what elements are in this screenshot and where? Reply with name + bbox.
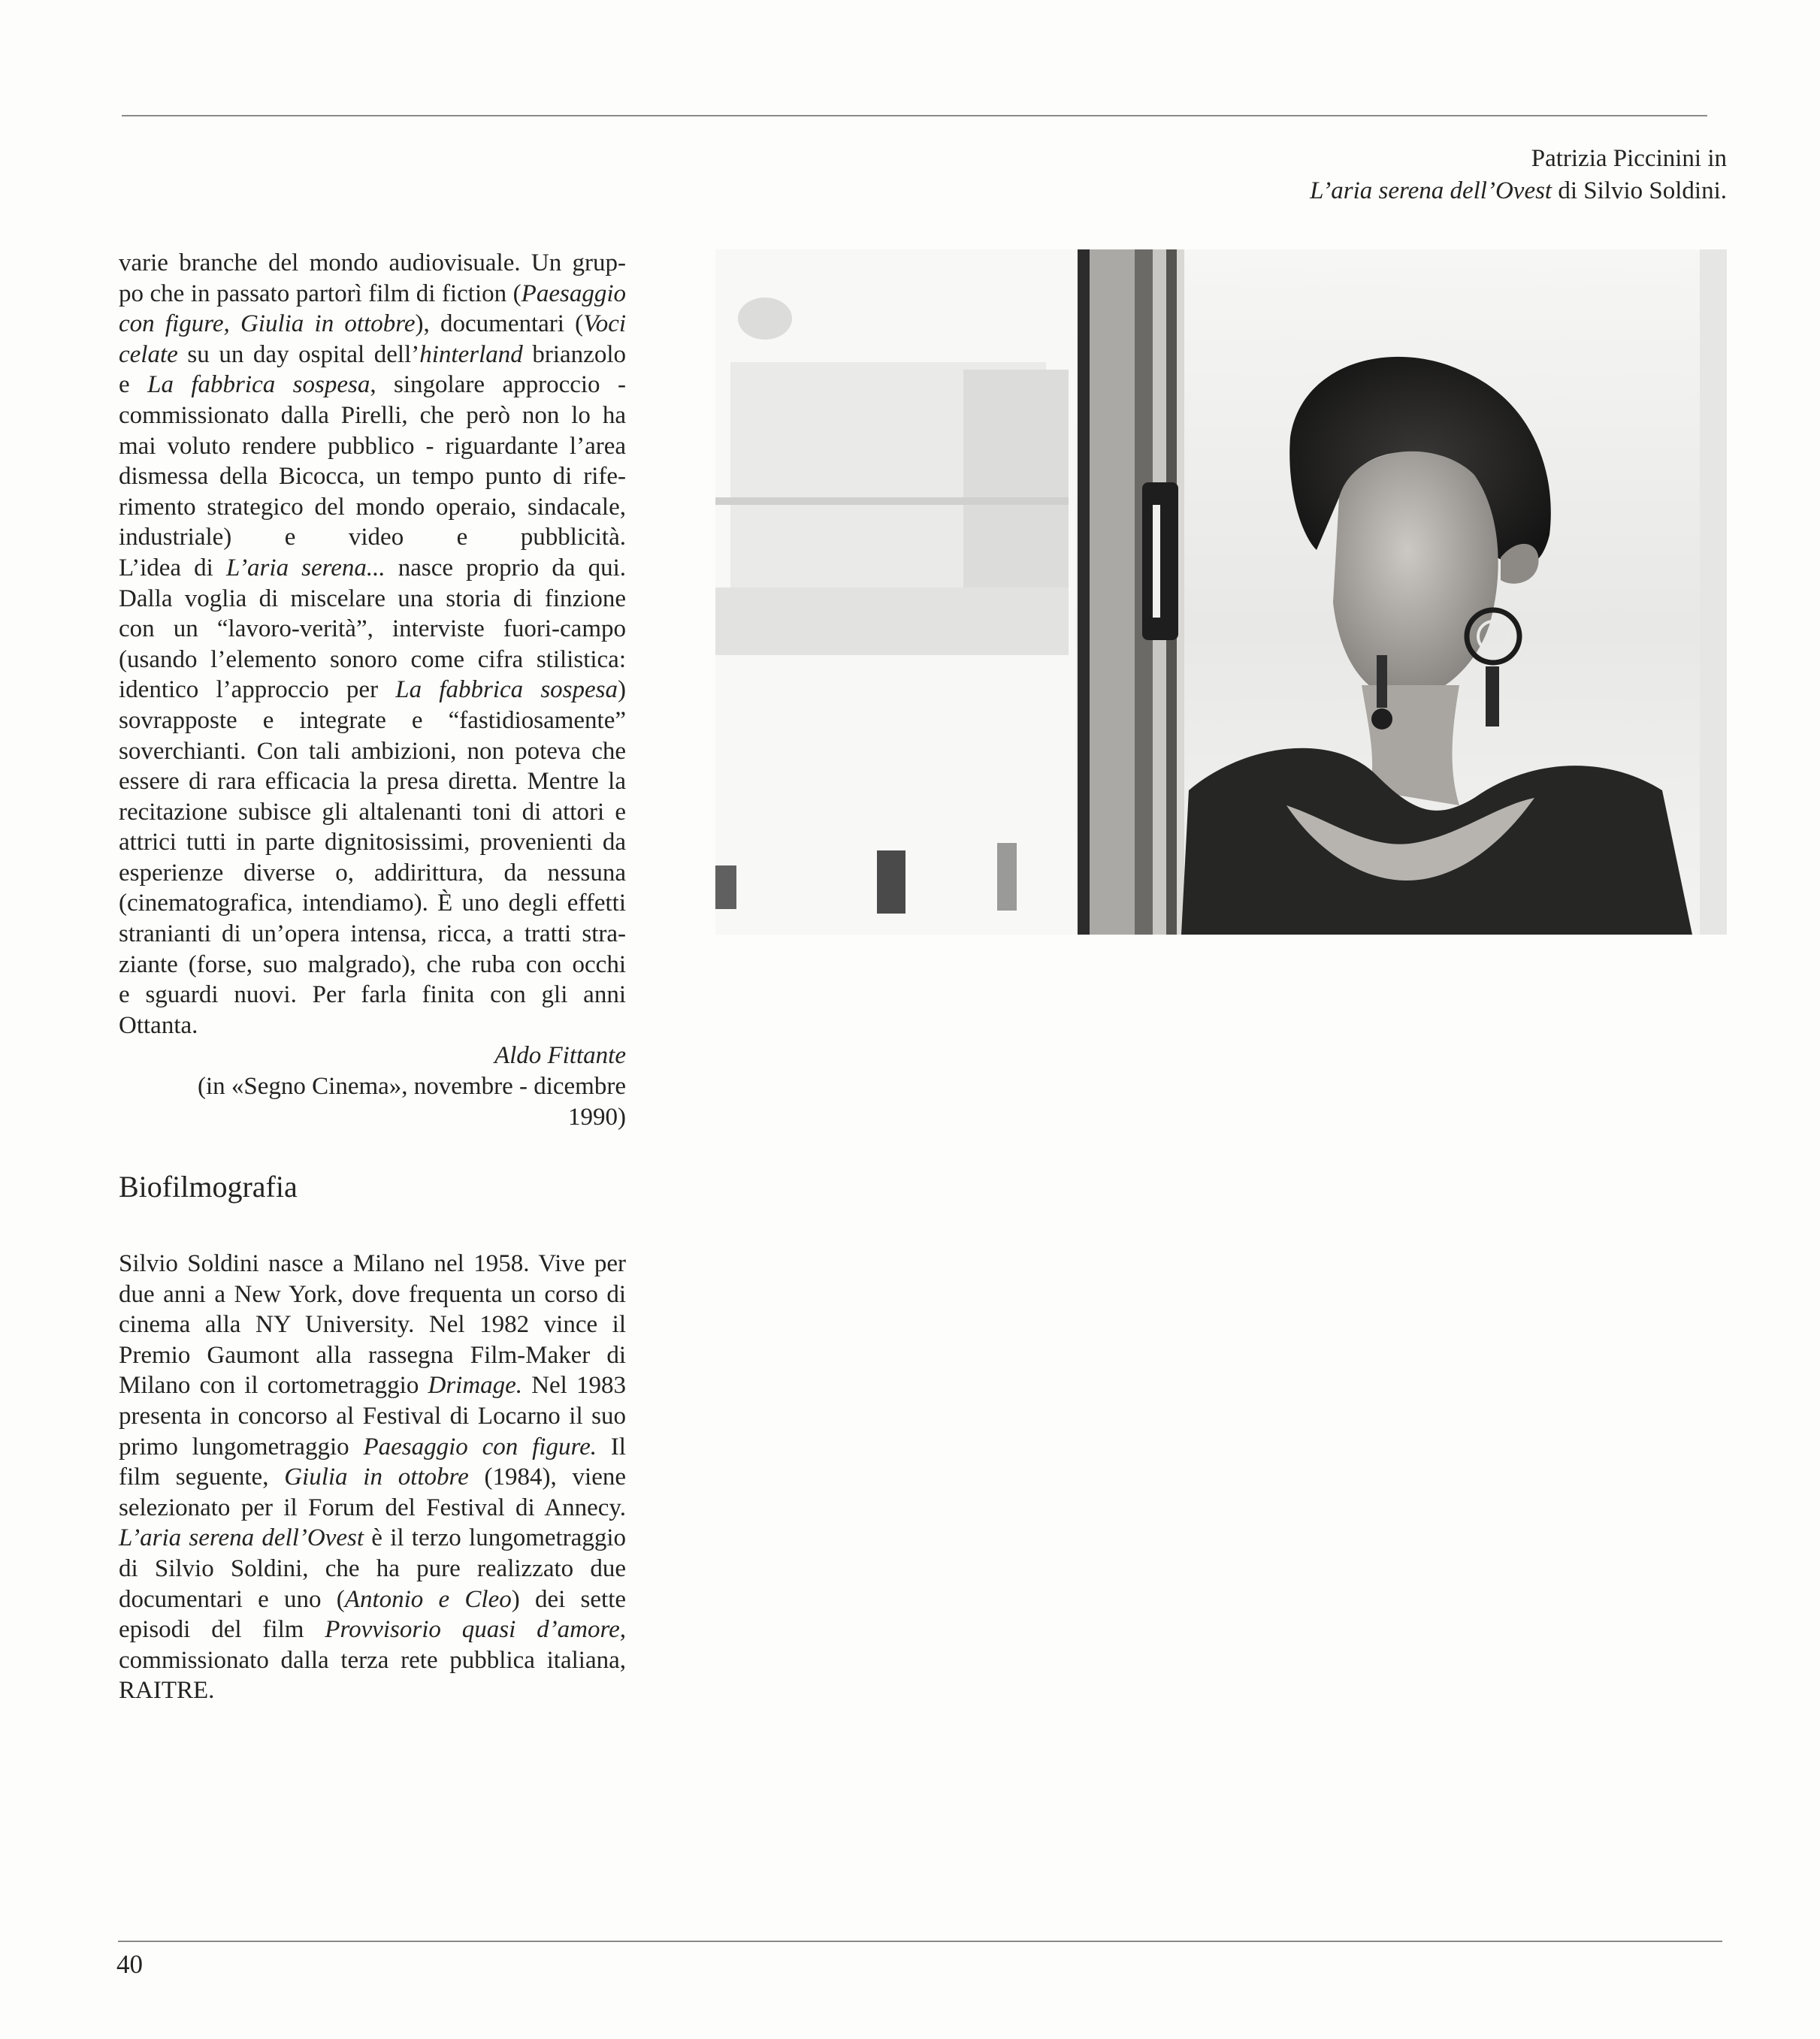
article-line (119, 461, 626, 492)
text-run: attrici tutti in parte dignitosissimi, provenienti da (119, 829, 626, 856)
italic-title: Paesaggio con figure. (363, 1433, 597, 1461)
text-run: nasce proprio da qui. (385, 554, 627, 581)
article-line (119, 736, 626, 767)
text-run: stranianti di un’opera intensa, ricca, a tratti stra- (119, 920, 626, 948)
article-source-text: (in «Segno Cinema», novembre - dicembre (197, 1073, 626, 1101)
text-run: , singolare approccio - (370, 371, 626, 399)
text-run: L’idea di (119, 554, 226, 581)
text-run: recitazione subisce gli altalenanti toni di attori e (119, 798, 626, 826)
italic-title: con figure, Giulia in ottobre (119, 310, 416, 338)
text-run: e sguardi nuovi. Per farla finita con gli anni (119, 981, 626, 1009)
film-still-photo (715, 249, 1727, 935)
italic-title: hinterland (419, 340, 523, 368)
article-line (119, 919, 626, 950)
text-run: presenta in concorso al Festival di Locarno il suo (119, 1402, 626, 1430)
text-run: Silvio Soldini nasce a Milano nel 1958. Vive per (119, 1250, 626, 1277)
bio-line (119, 1523, 626, 1554)
bio-line (119, 1401, 626, 1432)
article-source (119, 1071, 626, 1102)
text-run: è il terzo lungometraggio (364, 1524, 626, 1552)
bio-line (119, 1279, 626, 1310)
italic-title: Paesaggio (521, 279, 626, 307)
bio-line (119, 1615, 626, 1645)
article-text (119, 248, 626, 1132)
text-run: po che in passato partorì film di fiction ( (119, 279, 522, 307)
article-line (119, 584, 626, 615)
article-line (119, 675, 626, 705)
text-run: dismessa della Bicocca, un tempo punto di rife- (119, 463, 626, 491)
italic-title: Antonio e Cleo (344, 1585, 512, 1613)
article-line (119, 888, 626, 919)
text-run: film seguente, (119, 1464, 285, 1491)
article-line (119, 370, 626, 400)
text-run: industriale) e video e pubblicità. (119, 524, 626, 551)
italic-title: Giulia in ottobre (284, 1464, 469, 1491)
italic-title: celate (119, 340, 178, 368)
bio-line (119, 1462, 626, 1493)
top-rule (122, 115, 1707, 116)
text-run: (usando l’elemento sonoro come cifra stilistica: (119, 645, 626, 673)
article-line (119, 309, 626, 340)
text-run: mai voluto rendere pubblico - riguardante l’area (119, 432, 626, 460)
text-run: RAITRE. (119, 1677, 215, 1705)
article-line (119, 340, 626, 370)
article-author-text: Aldo Fittante (494, 1042, 626, 1070)
text-run: brianzolo (522, 340, 626, 368)
text-run: e (119, 371, 148, 399)
text-run: varie branche del mondo audiovisuale. Un grup- (119, 249, 626, 276)
italic-title: Voci (583, 310, 627, 338)
article-line (119, 248, 626, 279)
photo-caption (1310, 143, 1727, 207)
caption-film-title: L’aria serena dell’Ovest (1310, 177, 1552, 204)
bio-line (119, 1675, 626, 1706)
article-line (119, 522, 626, 553)
article-line (119, 827, 626, 858)
page-number: 40 (116, 1950, 143, 1979)
bio-line (119, 1493, 626, 1524)
bio-line (119, 1249, 626, 1279)
text-run: (1984), viene (468, 1464, 626, 1491)
text-run: Ottanta. (119, 1011, 198, 1039)
text-run: cinema alla NY University. Nel 1982 vince il (119, 1311, 626, 1339)
text-run: Nel 1983 (522, 1372, 626, 1400)
article-line (119, 858, 626, 889)
text-run: ), documentari ( (415, 310, 584, 338)
biofilmography-heading: Biofilmografia (119, 1170, 298, 1204)
article-line (119, 766, 626, 797)
text-run: soverchianti. Con tali ambizioni, non poteva che (119, 737, 626, 765)
article-line (119, 645, 626, 675)
text-run: due anni a New York, dove frequenta un corso di (119, 1280, 626, 1308)
italic-title: L’aria serena dell’Ovest (119, 1524, 364, 1552)
article-source-year (119, 1102, 626, 1133)
article-line (119, 980, 626, 1010)
text-run: essere di rara efficacia la presa diretta. Mentre la (119, 768, 626, 796)
text-run: rimento strategico del mondo operaio, sindacale, (119, 493, 626, 521)
article-line (119, 431, 626, 462)
text-run: con un “lavoro-verità”, interviste fuori-campo (119, 615, 626, 643)
caption-line-1: Patrizia Piccinini in (1531, 145, 1727, 172)
caption-line-2 (1310, 175, 1727, 207)
caption-suffix: di Silvio Soldini. (1552, 177, 1727, 204)
article-line (119, 279, 626, 310)
text-run: esperienze diverse o, addirittura, da nessuna (119, 859, 626, 887)
text-run: commissionato dalla Pirelli, che però non lo ha (119, 401, 626, 429)
text-run: Milano con il cortometraggio (119, 1372, 428, 1400)
text-run: episodi del film (119, 1616, 325, 1644)
article-line (119, 492, 626, 523)
article-line (119, 705, 626, 736)
text-run: ziante (forse, suo malgrado), che ruba con occhi (119, 950, 626, 978)
article-line (119, 950, 626, 980)
bio-line (119, 1340, 626, 1371)
bio-line (119, 1432, 626, 1463)
text-run: ) dei sette (511, 1585, 627, 1613)
bio-line (119, 1309, 626, 1340)
text-run: Dalla voglia di miscelare una storia di finzione (119, 585, 626, 612)
article-author (119, 1041, 626, 1071)
bio-line (119, 1554, 626, 1584)
italic-title: La fabbrica sospesa (147, 371, 370, 399)
italic-title: Provvisorio quasi d’amore, (325, 1616, 627, 1644)
article-source-year-text: 1990) (568, 1103, 626, 1131)
italic-title: Drimage. (428, 1372, 523, 1400)
text-run: primo lungometraggio (119, 1433, 364, 1461)
text-run: (cinematografica, intendiamo). È uno degli effetti (119, 890, 626, 917)
biofilmography-text (119, 1249, 626, 1706)
text-run: documentari e uno ( (119, 1585, 345, 1613)
italic-title: La fabbrica sospesa (395, 676, 618, 704)
text-run: di Silvio Soldini, che ha pure realizzato due (119, 1554, 626, 1582)
text-run: commissionato dalla terza rete pubblica italiana, (119, 1646, 626, 1674)
italic-title: L’aria serena... (225, 554, 385, 581)
bio-line (119, 1584, 626, 1615)
article-line (119, 1010, 626, 1041)
text-run: Premio Gaumont alla rassegna Film-Maker di (119, 1341, 626, 1369)
article-line (119, 614, 626, 645)
article-line (119, 400, 626, 431)
bottom-rule (118, 1941, 1722, 1942)
bio-line (119, 1370, 626, 1401)
film-still-image (715, 249, 1727, 935)
text-run: selezionato per il Forum del Festival di Annecy. (119, 1494, 626, 1521)
text-run: sovrapposte e integrate e “fastidiosamente” (119, 706, 626, 734)
article-line (119, 553, 626, 584)
bio-line (119, 1645, 626, 1676)
text-run: Il (596, 1433, 626, 1461)
text-run: su un day ospital dell’ (177, 340, 420, 368)
text-run: identico l’approccio per (119, 676, 396, 704)
article-line (119, 797, 626, 828)
text-run: ) (618, 676, 626, 704)
